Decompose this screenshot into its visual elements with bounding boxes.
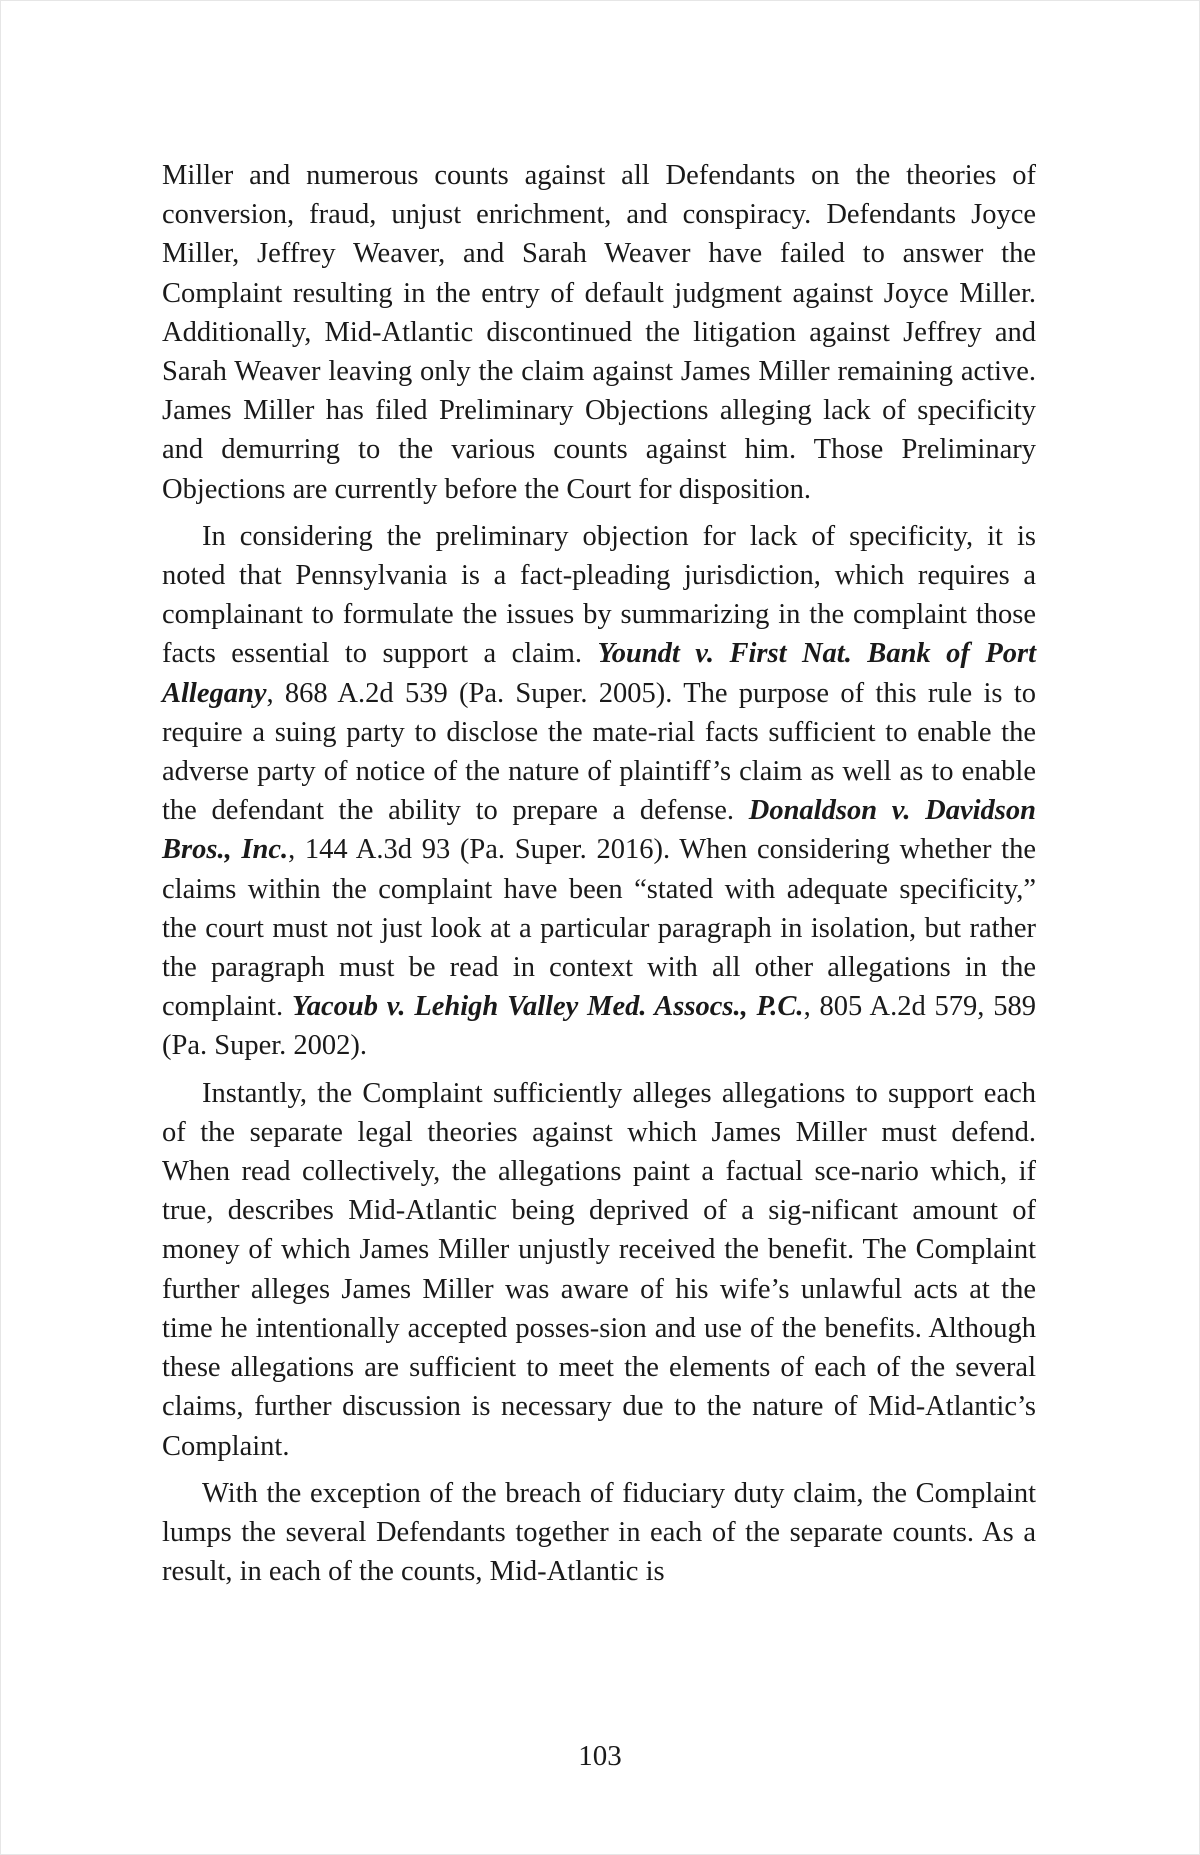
- paragraph-3: [162, 1074, 1036, 1466]
- paragraph-text: , 805 A.2d 579, 589 (Pa. Super. 2002).: [162, 991, 1036, 1062]
- case-citation-donaldson: Donaldson v. Davidson Bros., Inc.: [162, 795, 1036, 866]
- page-number: 103: [578, 1740, 622, 1772]
- paragraph-text: , 868 A.2d 539 (Pa. Super. 2005). The purpose of this rule is to require a suing party to disclose the mate-rial facts sufficient to enable the adverse party of notice of the nature of plaintiff’s claim as well as to enable the defendant the ability to prepare a defense.: [162, 677, 1036, 827]
- paragraph-1: [162, 156, 1036, 509]
- case-citation-yacoub: Yacoub v. Lehigh Valley Med. Assocs., P.C.: [291, 991, 804, 1023]
- body-text: [162, 156, 1036, 1599]
- case-citation-youndt: Youndt v. First Nat. Bank of Port Allegany: [162, 638, 1036, 709]
- paragraph-text: , 144 A.3d 93 (Pa. Super. 2016). When considering whether the claims within the complaint have been “stated with adequate specificity,” the court must not just look at a particular paragraph in isolation, but rather the paragraph must be read in context with all other allegations in the complaint.: [162, 834, 1036, 1023]
- paragraph-text: Instantly, the Complaint sufficiently alleges allegations to support each of the separate legal theories against which James Miller must defend. When read collectively, the allegations paint a factual sce-nario which, if true, describes Mid-Atlantic being deprived of a sig-nificant amount of money of which James Miller unjustly received the benefit. The Complaint further alleges James Miller was aware of his wife’s unlawful acts at the time he intentionally accepted posses-sion and use of the benefits. Although these allegations are sufficient to meet the elements of each of the several claims, further discussion is necessary due to the nature of Mid-Atlantic’s Complaint.: [162, 1077, 1036, 1462]
- paragraph-text: Miller and numerous counts against all Defendants on the theories of conversion, fraud, unjust enrichment, and conspiracy. Defendants Joyce Miller, Jeffrey Weaver, and Sarah Weaver have failed to answer the Complaint resulting in the entry of default judgment against Joyce Miller. Additionally, Mid-Atlantic discontinued the litigation against Jeffrey and Sarah Weaver leaving only the claim against James Miller remaining active. James Miller has filed Preliminary Objections alleging lack of specificity and demurring to the various counts against him. Those Preliminary Objections are currently before the Court for disposition.: [162, 160, 1036, 505]
- paragraph-text: In considering the preliminary objection for lack of specificity, it is noted that Pennsylvania is a fact-pleading jurisdiction, which requires a complainant to formulate the issues by summarizing in the complaint those facts essential to support a claim.: [162, 520, 1036, 670]
- paragraph-2: [162, 517, 1036, 1066]
- paragraph-text: With the exception of the breach of fiduciary duty claim, the Complaint lumps the several Defendants together in each of the separate counts. As a result, in each of the counts, Mid-Atlantic is: [162, 1477, 1036, 1588]
- paragraph-4: [162, 1474, 1036, 1592]
